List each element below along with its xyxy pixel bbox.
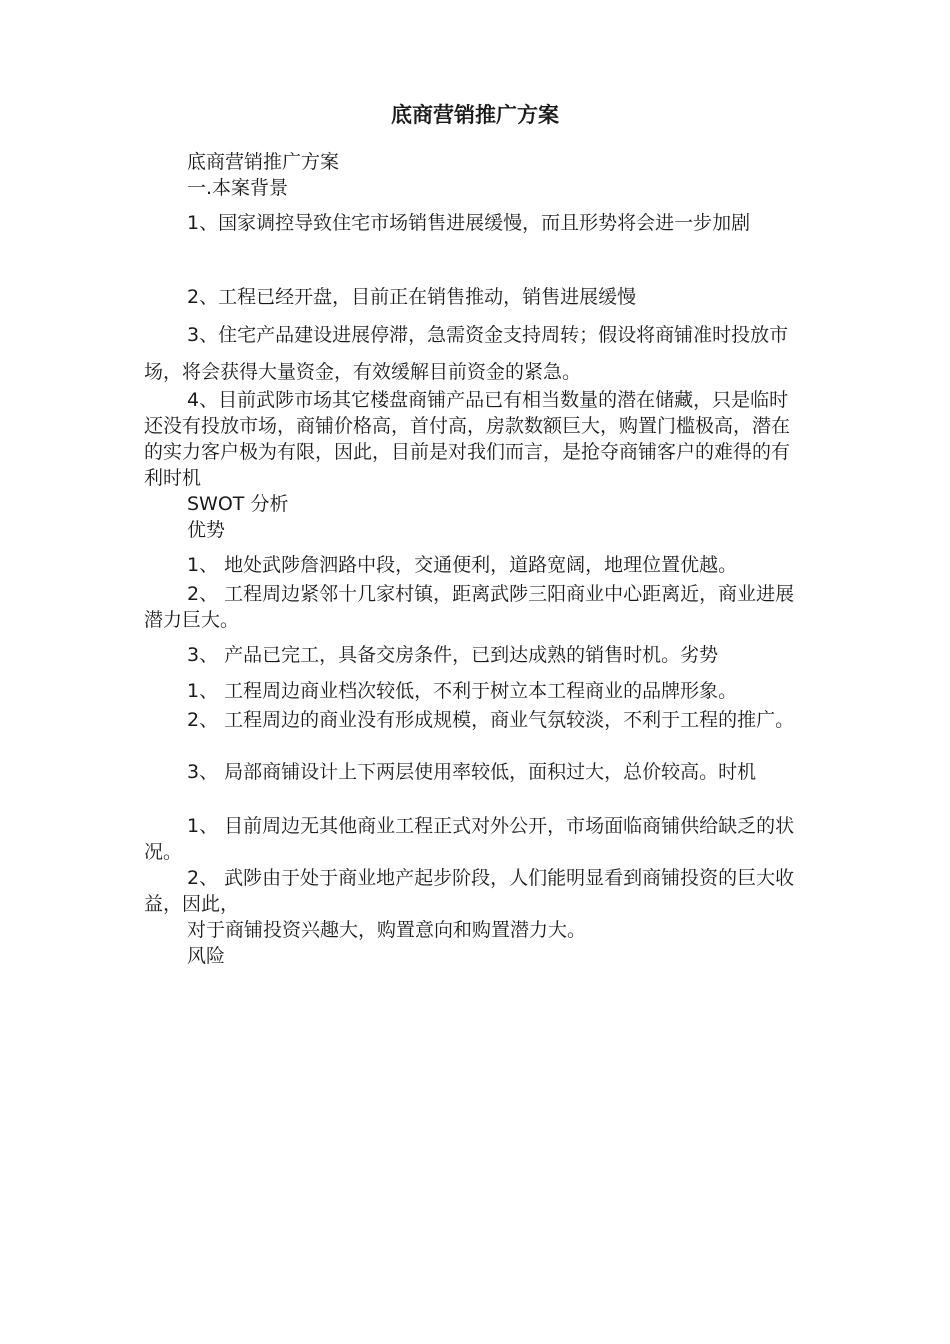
paragraph-subtitle: 底商营销推广方案: [187, 151, 340, 173]
paragraph-weakness-1: 1、 工程周边商业档次较低，不利于树立本工程商业的品牌形象。: [187, 680, 738, 702]
paragraph-opportunity-1: 1、 目前周边无其他商业工程正式对外公开，市场面临商铺供给缺乏的状况。: [144, 815, 795, 863]
paragraph-opportunity-2-cont: 对于商铺投资兴趣大，购置意向和购置潜力大。: [187, 919, 587, 941]
paragraph-background-1: 1、国家调控导致住宅市场销售进展缓慢，而且形势将会进一步加剧: [187, 212, 751, 234]
paragraph-weakness-3: 3、 局部商铺设计上下两层使用率较低，面积过大，总价较高。时机: [187, 761, 757, 783]
paragraph-strengths-heading: 优势: [187, 519, 226, 541]
paragraph-background-3: 3、住宅产品建设进展停滞，急需资金支持周转；假设将商铺准时投放市场，将会获得大量资金，有效缓解目前资金的紧急。: [144, 324, 789, 383]
paragraph-opportunity-2: 2、 武陟由于处于商业地产起步阶段，人们能明显看到商铺投资的巨大收益，因此，: [144, 867, 795, 915]
paragraph-background-2: 2、工程已经开盘，目前正在销售推动，销售进展缓慢: [187, 286, 637, 308]
paragraph-swot-heading: SWOT 分析: [187, 493, 289, 515]
paragraph-strength-3: 3、 产品已完工，具备交房条件，已到达成熟的销售时机。劣势: [187, 644, 719, 666]
paragraph-threats-heading: 风险: [187, 945, 226, 967]
paragraph-weakness-2: 2、 工程周边的商业没有形成规模，商业气氛较淡，不利于工程的推广。: [187, 709, 795, 731]
paragraph-strength-1: 1、 地处武陟詹泗路中段，交通便利，道路宽阔，地理位置优越。: [187, 554, 738, 576]
document-title: 底商营销推广方案: [391, 103, 559, 127]
paragraph-section-background: 一.本案背景: [187, 177, 289, 199]
paragraph-background-4: 4、目前武陟市场其它楼盘商铺产品已有相当数量的潜在储藏，只是临时还没有投放市场，商铺价格高，首付高，房款数额巨大，购置门槛极高，潜在的实力客户极为有限，因此，目前是对我们而言，是抢夺商铺客户的难得的有利时机: [144, 389, 791, 489]
paragraph-strength-2: 2、 工程周边紧邻十几家村镇，距离武陟三阳商业中心距离近，商业进展潜力巨大。: [144, 583, 795, 631]
